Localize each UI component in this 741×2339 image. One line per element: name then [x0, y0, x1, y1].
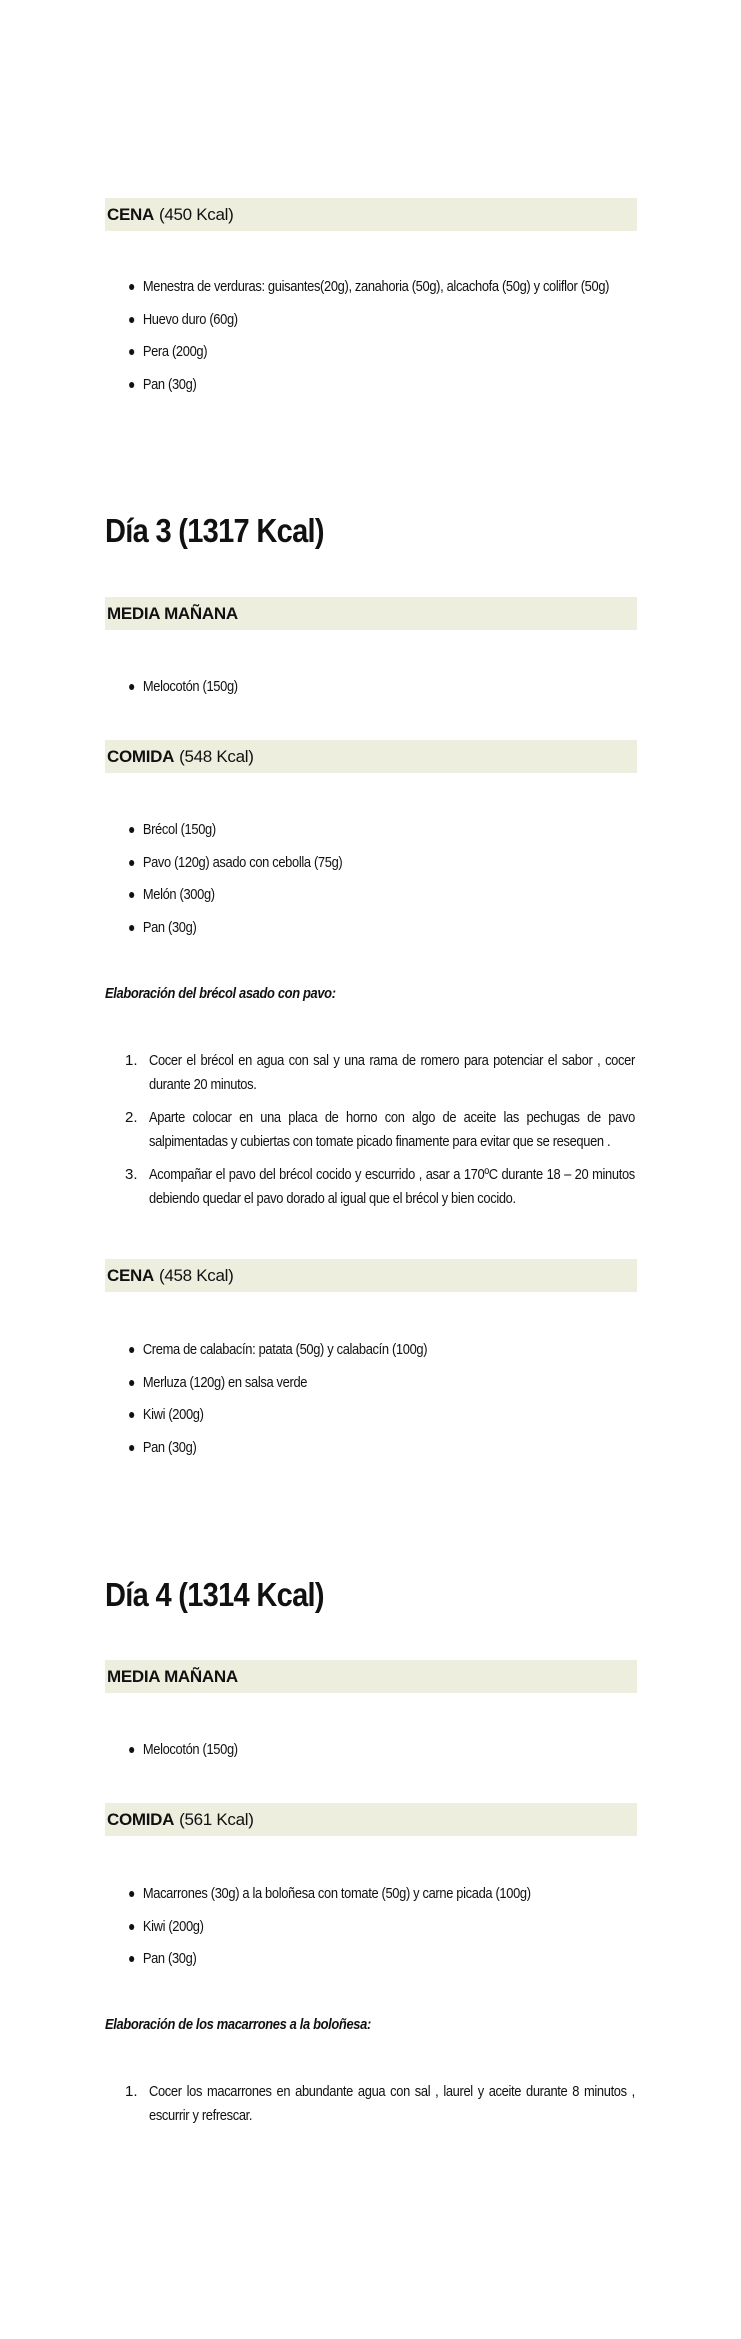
list-item: Brécol (150g) [105, 814, 563, 847]
bullet-icon [129, 1380, 134, 1386]
step-item [105, 1049, 637, 1097]
list-item: Macarrones (30g) a la boloñesa con tomate (50g) y carne picada (100g) [105, 1878, 563, 1911]
step-number: 3. [125, 1166, 138, 1183]
section-label: MEDIA MAÑANA [107, 1666, 238, 1686]
list-item: Melocotón (150g) [105, 1734, 563, 1767]
bullet-icon [129, 860, 134, 866]
bullet-icon [129, 684, 134, 690]
comida-dia4-list [105, 1878, 637, 1976]
step-item [105, 1163, 637, 1211]
step-text: Acompañar el pavo del brécol cocido y escurrido , asar a 170ºC durante 18 – 20 minutos debiendo quedar el pavo dorado al igual que el brécol y bien cocido. [149, 1166, 635, 1207]
bullet-icon [129, 827, 134, 833]
elaboracion-steps-dia4 [105, 2080, 637, 2137]
cena-dia2-list [105, 271, 637, 401]
section-label: CENA [107, 204, 154, 224]
bullet-icon [129, 1412, 134, 1418]
list-item: Pan (30g) [105, 1943, 563, 1976]
step-item [105, 1106, 637, 1154]
bullet-icon [129, 1956, 134, 1962]
cena-header-dia3 [105, 1259, 637, 1292]
section-kcal: (561 Kcal) [179, 1809, 254, 1829]
list-item: Huevo duro (60g) [105, 304, 563, 337]
section-label: COMIDA [107, 1809, 175, 1829]
list-item: Pera (200g) [105, 336, 563, 369]
media-manana-header-dia3 [105, 597, 637, 630]
elaboracion-title-dia3: Elaboración del brécol asado con pavo: [105, 985, 336, 1002]
comida-header-dia4 [105, 1803, 637, 1836]
list-item: Pan (30g) [105, 912, 563, 945]
list-item: Melocotón (150g) [105, 671, 563, 704]
section-label: MEDIA MAÑANA [107, 603, 238, 623]
step-number: 2. [125, 1109, 138, 1126]
comida-dia3-list [105, 814, 637, 944]
step-text: Aparte colocar en una placa de horno con algo de aceite las pechugas de pavo salpimentadas y cubiertas con tomate picado finamente para evitar que se resequen . [149, 1109, 635, 1150]
cena-header-dia2 [105, 198, 637, 231]
elaboracion-title-dia4: Elaboración de los macarrones a la boloñesa: [105, 2016, 371, 2033]
section-kcal: (450 Kcal) [158, 204, 234, 224]
step-text: Cocer los macarrones en abundante agua con sal , laurel y aceite durante 8 minutos , escurrir y refrescar. [149, 2083, 635, 2124]
media-manana-dia4-list [105, 1734, 637, 1767]
step-text: Cocer el brécol en agua con sal y una rama de romero para potenciar el sabor , cocer durante 20 minutos. [149, 1052, 635, 1093]
list-item: Pan (30g) [105, 1432, 563, 1465]
section-kcal: (458 Kcal) [158, 1265, 234, 1285]
cena-dia3-list [105, 1334, 637, 1464]
bullet-icon [129, 1747, 134, 1753]
list-item: Kiwi (200g) [105, 1399, 563, 1432]
day-title-dia3: Día 3 (1317 Kcal) [105, 512, 324, 549]
list-item: Pavo (120g) asado con cebolla (75g) [105, 847, 563, 880]
bullet-icon [129, 349, 134, 355]
list-item: Kiwi (200g) [105, 1911, 563, 1944]
bullet-icon [129, 1924, 134, 1930]
comida-header-dia3 [105, 740, 637, 773]
step-number: 1. [125, 2083, 138, 2100]
media-manana-dia3-list [105, 671, 637, 704]
bullet-icon [129, 382, 134, 388]
section-label: COMIDA [107, 746, 175, 766]
list-item: Merluza (120g) en salsa verde [105, 1367, 563, 1400]
section-label: CENA [107, 1265, 154, 1285]
elaboracion-steps-dia3 [105, 1049, 637, 1220]
bullet-icon [129, 1891, 134, 1897]
bullet-icon [129, 925, 134, 931]
list-item: Melón (300g) [105, 879, 563, 912]
step-item [105, 2080, 637, 2128]
media-manana-header-dia4 [105, 1660, 637, 1693]
step-number: 1. [125, 1052, 138, 1069]
list-item: Menestra de verduras: guisantes(20g), zanahoria (50g), alcachofa (50g) y coliflor (50g) [105, 271, 563, 304]
bullet-icon [129, 1347, 134, 1353]
bullet-icon [129, 1445, 134, 1451]
list-item: Crema de calabacín: patata (50g) y calabacín (100g) [105, 1334, 563, 1367]
day-title-dia4: Día 4 (1314 Kcal) [105, 1576, 324, 1613]
bullet-icon [129, 892, 134, 898]
bullet-icon [129, 317, 134, 323]
list-item: Pan (30g) [105, 369, 563, 402]
section-kcal: (548 Kcal) [179, 746, 254, 766]
bullet-icon [129, 284, 134, 290]
